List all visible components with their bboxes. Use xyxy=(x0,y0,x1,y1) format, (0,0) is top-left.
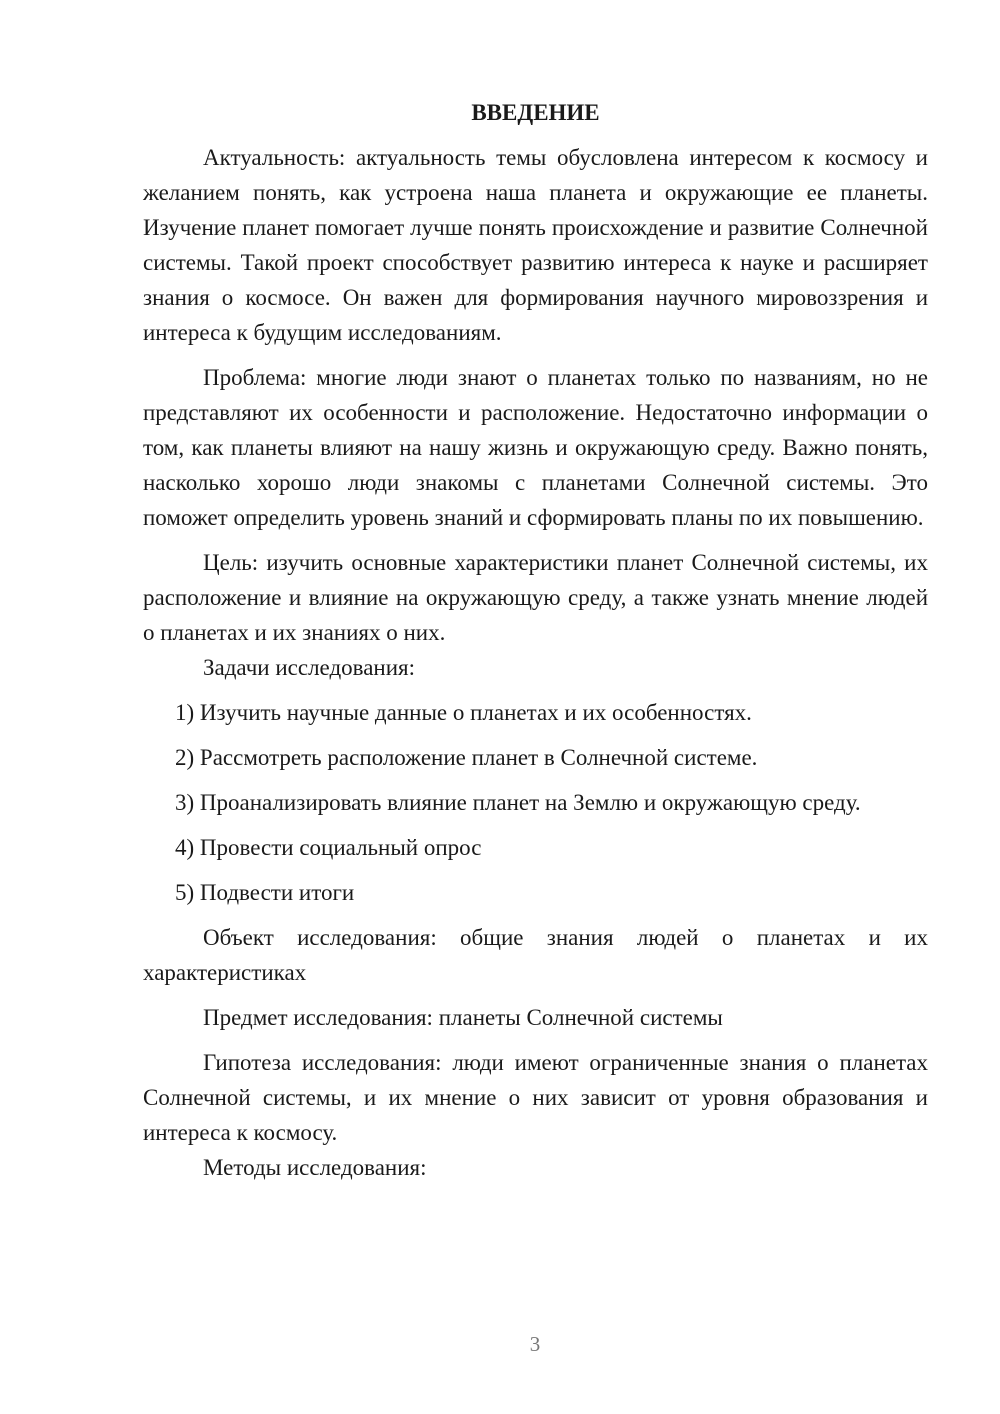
methods-heading: Методы исследования: xyxy=(203,1155,427,1180)
problem-paragraph: Проблема: многие люди знают о планетах только по названиям, но не представляют их особенности и расположение. Недостаточно информации о том, как планеты влияют на нашу жизнь и окружающую среду. Важно понять, насколько хорошо люди знакомы с планетами Солнечной системы. Это поможет определить уровень знаний и сформировать планы по их повышению. xyxy=(143,365,928,530)
tasks-list xyxy=(143,695,928,910)
task-item: 1) Изучить научные данные о планетах и их особенностях. xyxy=(175,700,752,725)
task-item: 4) Провести социальный опрос xyxy=(175,835,482,860)
task-item: 5) Подвести итоги xyxy=(175,880,355,905)
section-title: ВВЕДЕНИЕ xyxy=(471,100,600,125)
goal-paragraph: Цель: изучить основные характеристики планет Солнечной системы, их расположение и влияние на окружающую среду, а также узнать мнение людей о планетах и их знаниях о них. xyxy=(143,550,928,645)
tasks-heading: Задачи исследования: xyxy=(203,655,416,680)
subject-paragraph: Предмет исследования: планеты Солнечной системы xyxy=(203,1005,723,1030)
task-item: 3) Проанализировать влияние планет на Землю и окружающую среду. xyxy=(175,790,861,815)
document-page xyxy=(143,95,928,1185)
relevance-paragraph: Актуальность: актуальность темы обусловлена интересом к космосу и желанием понять, как устроена наша планета и окружающие ее планеты. Изучение планет помогает лучше понять происхождение и развитие Солнечной системы. Такой проект способствует развитию интереса к науке и расширяет знания о космосе. Он важен для формирования научного мировоззрения и интереса к будущим исследованиям. xyxy=(143,145,928,345)
task-item: 2) Рассмотреть расположение планет в Солнечной системе. xyxy=(175,745,758,770)
page-number: 3 xyxy=(529,1332,541,1356)
hypothesis-paragraph: Гипотеза исследования: люди имеют ограниченные знания о планетах Солнечной системы, и их мнение о них зависит от уровня образования и интереса к космосу. xyxy=(143,1050,928,1145)
object-paragraph: Объект исследования: общие знания людей о планетах и их характеристиках xyxy=(143,925,928,985)
